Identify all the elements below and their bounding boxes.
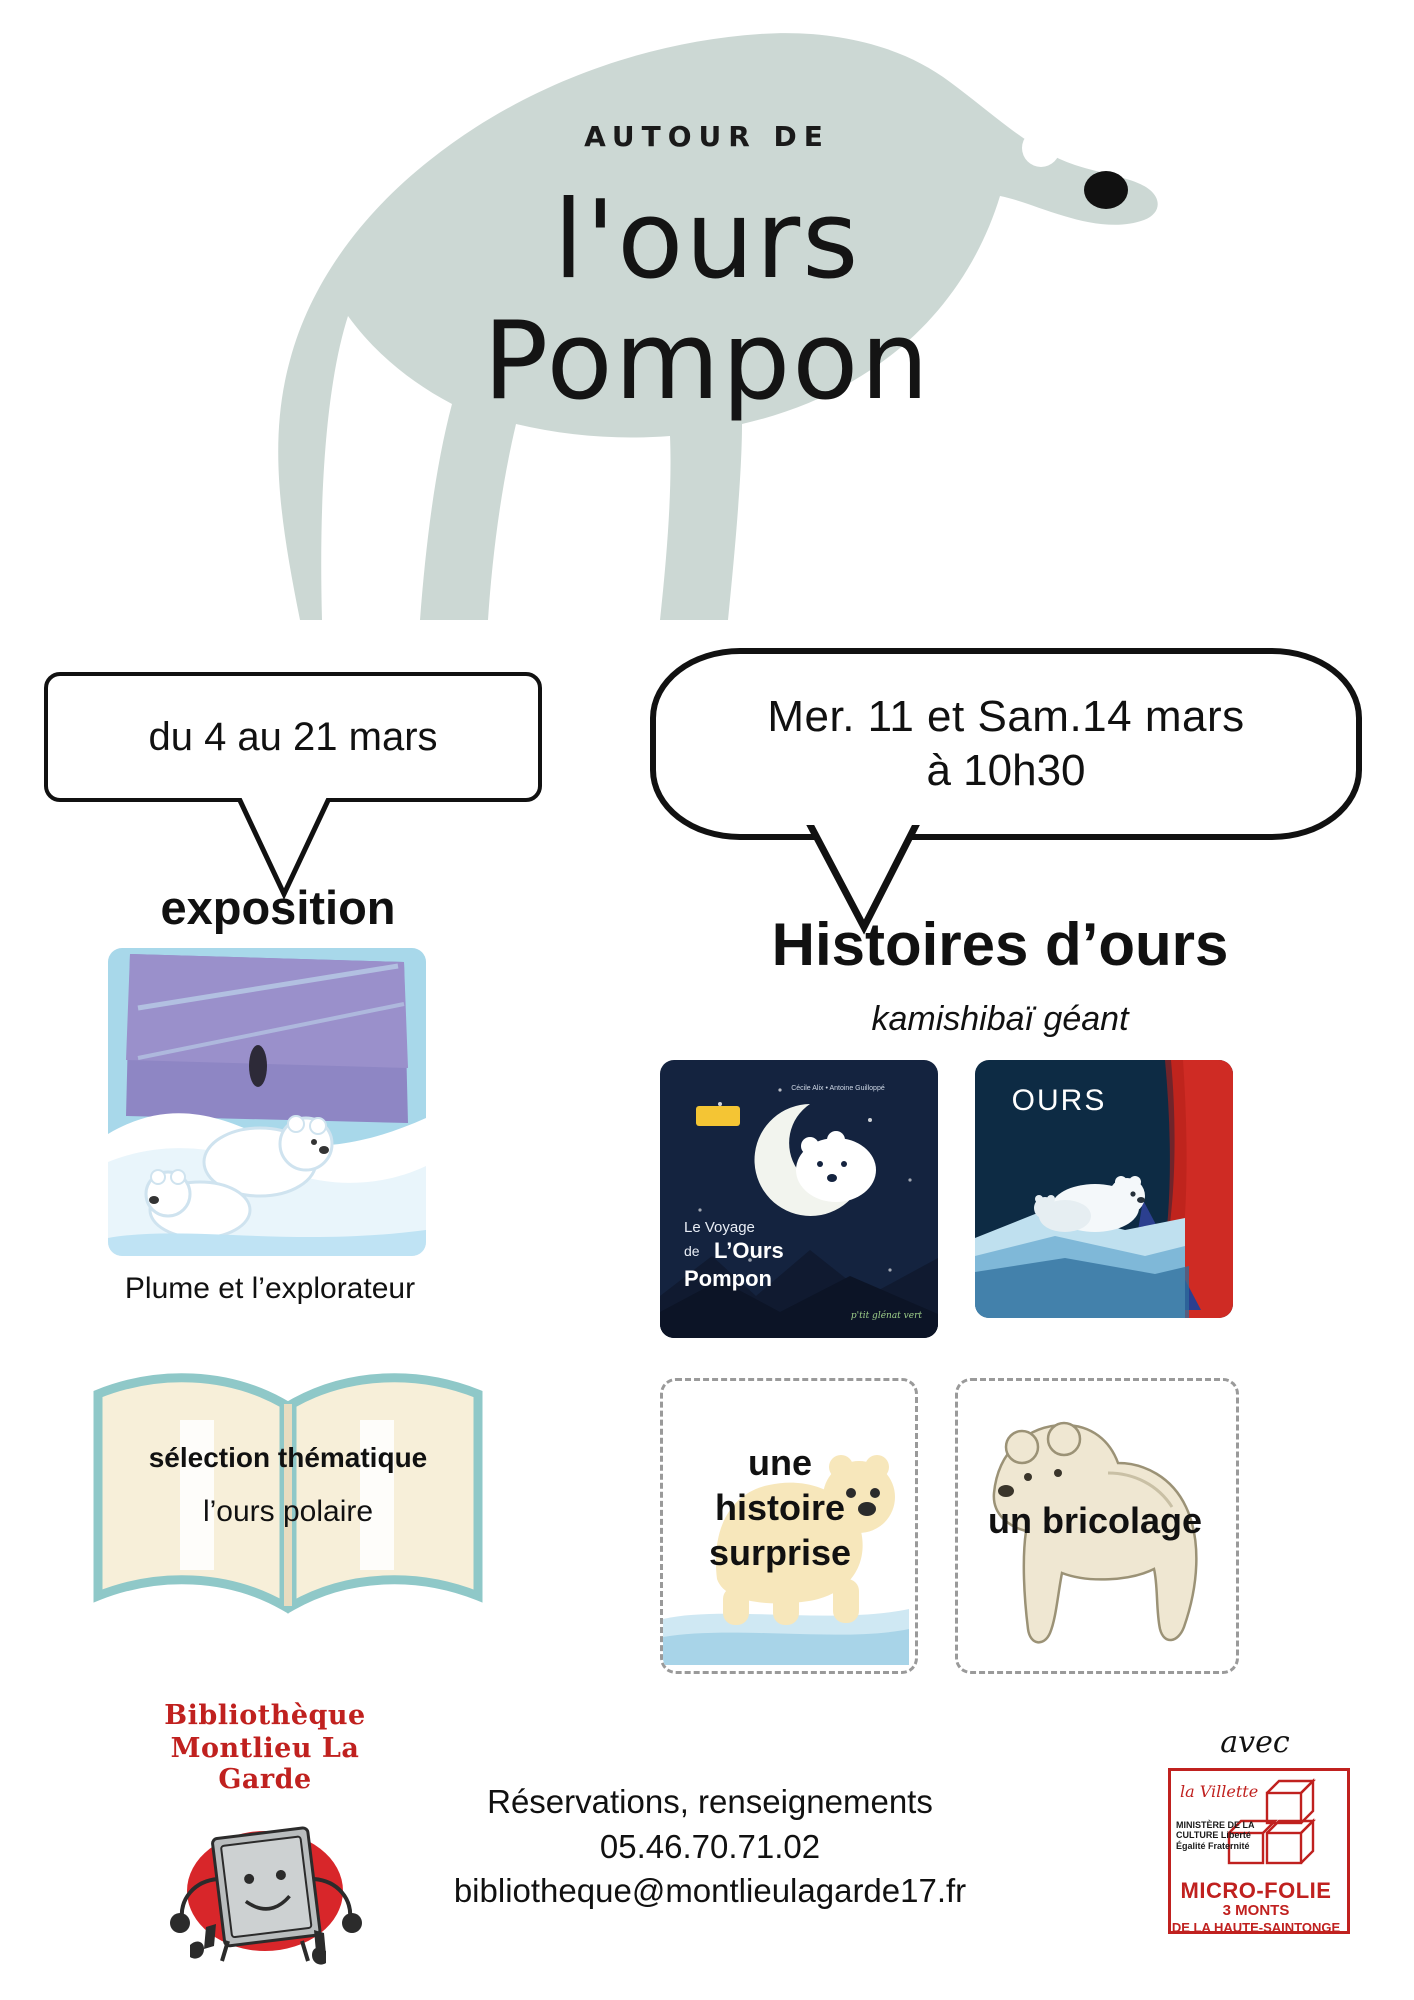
exposition-date-text: du 4 au 21 mars bbox=[148, 714, 438, 759]
partner-avec-text: avec bbox=[1220, 1725, 1290, 1760]
stories-subheading: kamishibaï géant bbox=[871, 1000, 1129, 1038]
contact-phone[interactable]: 05.46.70.71.02 bbox=[599, 1827, 821, 1865]
exposition-date-bubble bbox=[44, 672, 542, 802]
ministry-text: MINISTÈRE DE LA CULTURE Liberté Égalité Fraternité bbox=[1176, 1820, 1255, 1851]
exposition-image bbox=[108, 948, 426, 1256]
book-cover-ours bbox=[975, 1060, 1233, 1318]
contact-email[interactable]: bibliotheque@montlieulagarde17.fr bbox=[453, 1872, 967, 1910]
page-title bbox=[0, 178, 1414, 424]
book1-publisher: p'tit glénat vert bbox=[850, 1311, 922, 1321]
library-name-line1: Bibliothèque bbox=[164, 1700, 366, 1731]
book-cover-ours-pompon bbox=[660, 1060, 938, 1338]
book1-line1: Le Voyage bbox=[684, 1219, 755, 1236]
library-mascot-icon bbox=[130, 1795, 400, 1965]
book1-line4: Pompon bbox=[684, 1266, 772, 1291]
exposition-heading: exposition bbox=[160, 881, 396, 934]
contact-block bbox=[380, 1780, 1040, 1914]
library-logo bbox=[130, 1700, 400, 1940]
book1-credits-text: Cécile Alix • Antoine Guilloppé bbox=[791, 1085, 885, 1092]
selection-subheading: l’ours polaire bbox=[202, 1495, 374, 1528]
library-name-line2: Montlieu La Garde bbox=[170, 1733, 360, 1795]
stories-date-line1: Mer. 11 et Sam.14 mars bbox=[767, 692, 1245, 741]
book2-title-text: OURS bbox=[1011, 1084, 1107, 1117]
book1-line3: L’Ours bbox=[714, 1238, 784, 1263]
book1-line2: de bbox=[684, 1243, 700, 1259]
micro-folie-name: MICRO-FOLIE bbox=[1180, 1878, 1332, 1903]
stories-date-bubble bbox=[650, 648, 1362, 840]
stories-date-line2: à 10h30 bbox=[926, 746, 1086, 795]
poster-title-block bbox=[0, 120, 1414, 423]
activity-craft-label: un bricolage bbox=[987, 1500, 1203, 1541]
villette-wordmark: la Villette bbox=[1180, 1782, 1259, 1801]
micro-folie-sub1: 3 MONTS bbox=[1222, 1902, 1290, 1919]
stories-heading: Histoires d’ours bbox=[771, 911, 1229, 978]
micro-folie-sub2: DE LA HAUTE-SAINTONGE bbox=[1171, 1920, 1341, 1935]
exposition-image-caption: Plume et l’explorateur bbox=[124, 1272, 416, 1305]
partner-label bbox=[1160, 1725, 1350, 1760]
contact-title: Réservations, renseignements bbox=[487, 1783, 933, 1820]
activity-story-label: une histoire surprise bbox=[708, 1442, 852, 1573]
poster-title-line2: Pompon bbox=[483, 298, 931, 424]
poster-title-line1: l'ours bbox=[553, 178, 861, 303]
poster-kicker: AUTOUR DE bbox=[584, 120, 830, 153]
selection-heading: sélection thématique bbox=[148, 1442, 428, 1473]
